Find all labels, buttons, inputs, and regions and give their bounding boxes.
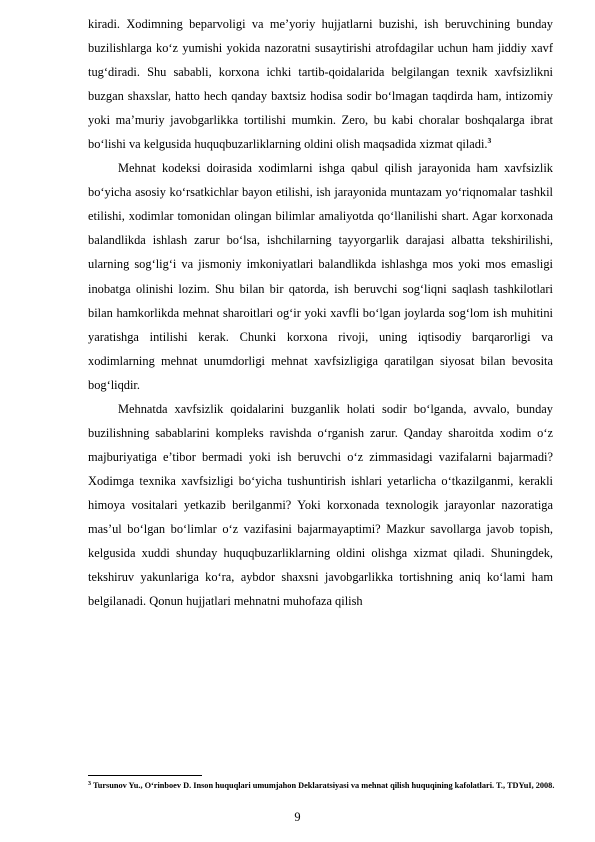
footnote-separator <box>88 775 202 776</box>
page-body <box>88 12 553 613</box>
page-number: 9 <box>294 810 301 824</box>
paragraph-3: Mehnatda xavfsizlik qoidalarini buzganlik holati sodir bo‘lganda, avvalo, bunday buzilishning sabablarini kompleks ravishda o‘rganish zarur. Qanday sharoitda xodim o‘z majburiyatiga e’tibor bermadi yoki ish beruvchi o‘z zimmasidagi vazifalarni bajarmadi? Xodimga texnika xavfsizligi bo‘yicha tushuntirish ishlari yetarlicha o‘tkazilganmi, kerakli himoya vositalari yetkazib berilganmi? Yoki korxonada texnologik jarayonlar nazoratiga mas’ul bo‘lgan bo‘limlar o‘z vazifasini bajarmayaptimi? Mazkur savollarga javob topish, kelgusida xuddi shunday huquqbuzarliklarning oldini olishga xizmat qiladi. Shuningdek, tekshiruv yakunlariga ko‘ra, aybdor shaxsni javobgarlikka tortishning aniq ko‘lami ham belgilanadi. Qonun hujjatlari mehnatni muhofaza qilish <box>88 401 553 609</box>
footnote-text: Tursunov Yu., O‘rinboev D. Inson huquqlari umumjahon Deklaratsiyasi va mehnat qilish huquqining kafolatlari. T., TDYuI, 2008. <box>92 781 555 790</box>
footnote-number: 3 <box>88 781 91 787</box>
footnote-reference[interactable]: 3 <box>487 136 492 146</box>
paragraph-1 <box>88 12 553 156</box>
footnote <box>88 778 558 794</box>
paragraph-1-text: kiradi. Xodimning beparvoligi va me’yoriy hujjatlarni buzishi, ish beruvchining bunday buzilishlarga ko‘z yumishi yokida nazoratni susaytirishi atrofdagilar uchun ham jiddiy xavf tug‘diradi. Shu sababli, korxona ichki tartib-qoidalarida belgilangan texnik xavfsizlikni buzgan shaxslar, hatto hech qanday baxtsiz hodisa sodir bo‘lmagan taqdirda ham, intizomiy yoki ma’muriy javobgarlikka tortilishi mumkin. Zero, bu kabi choralar boshqalarga ibrat bo‘lishi va kelgusida huquqbuzarliklarning oldini olish maqsadida xizmat qiladi. <box>88 17 553 152</box>
paragraph-2: Mehnat kodeksi doirasida xodimlarni ishga qabul qilish jarayonida ham xavfsizlik bo‘yicha asosiy ko‘rsatkichlar bayon etilishi, ish jarayonida muntazam yo‘riqnomalar tashkil etilishi, xodimlar tomonidan olingan bilimlar amaliyotda qo‘llanilishi shart. Agar korxonada balandlikda ishlash zarur bo‘lsa, ishchilarning tayyorgarlik darajasi albatta tekshirilishi, ularning sog‘lig‘i va jismoniy imkoniyatlari balandlikda ishlashga mos yoki mos emasligi inobatga olinishi lozim. Shu bilan bir qatorda, ish beruvchi sog‘liqni saqlash tashkilotlari bilan hamkorlikda mehnat sharoitlari og‘ir yoki xavfli bo‘lgan joylarda sog‘lom ish muhitini yaratishga intilishi kerak. Chunki korxona rivoji, uning iqtisodiy barqarorligi va xodimlarning mehnat unumdorligi mehnat xavfsizligiga qaratilgan siyosat bilan bevosita bog‘liqdir. <box>88 161 553 392</box>
